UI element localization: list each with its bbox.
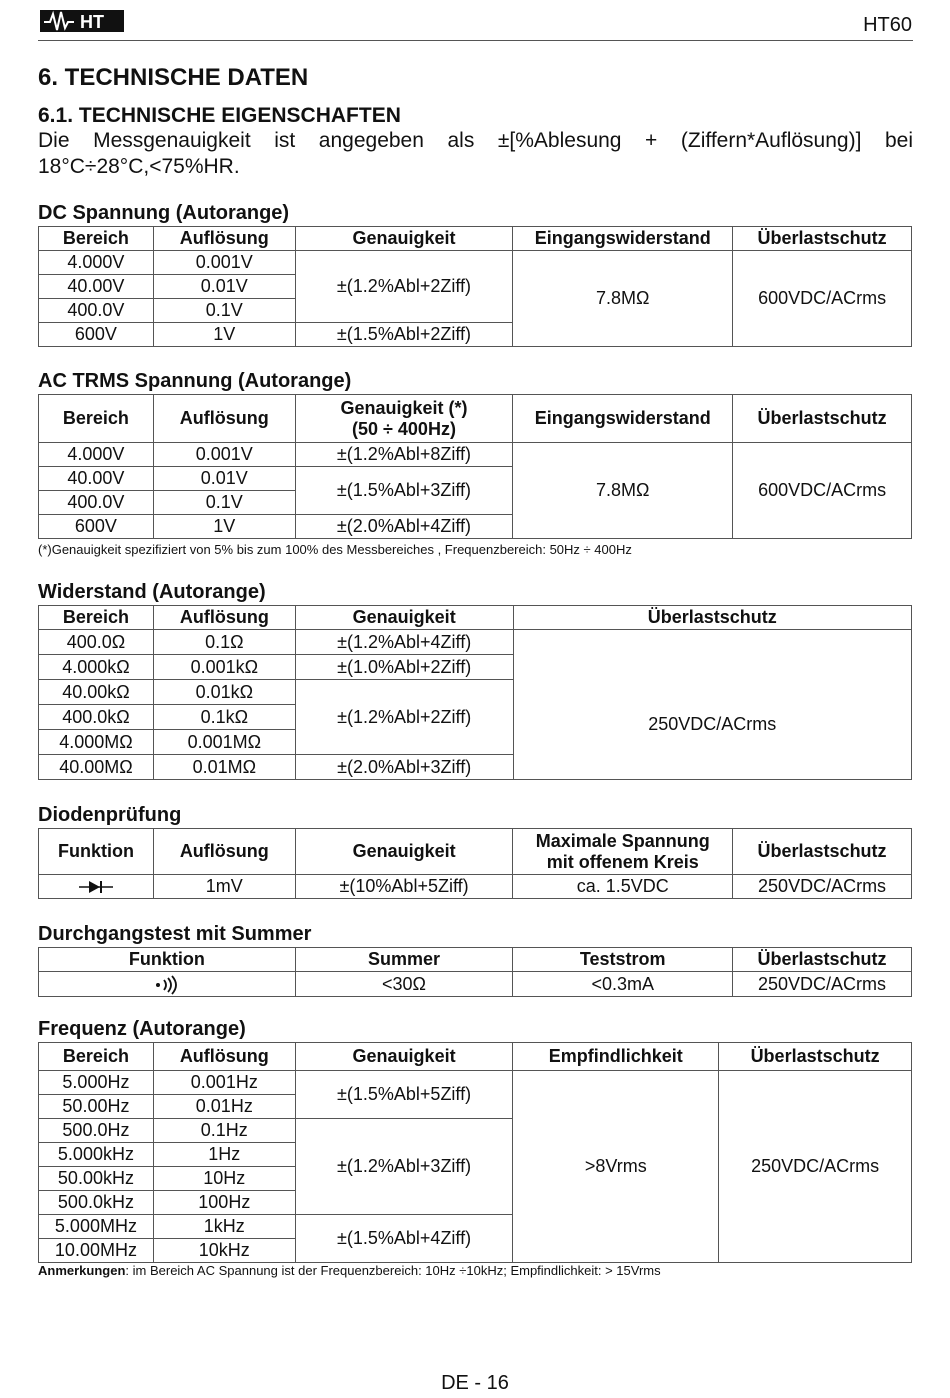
freq-header-range: Bereich bbox=[39, 1043, 154, 1071]
diode-header-function: Funktion bbox=[39, 829, 154, 875]
ac-range: 400.0V bbox=[39, 491, 154, 515]
res-accuracy: ±(1.2%Abl+2Ziff) bbox=[295, 680, 513, 755]
buzzer-icon bbox=[154, 975, 180, 995]
ac-accuracy: ±(2.0%Abl+4Ziff) bbox=[295, 515, 513, 539]
dc-range: 400.0V bbox=[39, 299, 154, 323]
dc-section-title: DC Spannung (Autorange) bbox=[38, 202, 290, 224]
res-range: 4.000MΩ bbox=[39, 730, 154, 755]
res-header-resolution: Auflösung bbox=[153, 606, 295, 630]
diode-max-voltage: ca. 1.5VDC bbox=[513, 875, 733, 899]
freq-section-title: Frequenz (Autorange) bbox=[38, 1018, 246, 1040]
res-resolution: 0.01kΩ bbox=[153, 680, 295, 705]
freq-range: 500.0kHz bbox=[39, 1191, 154, 1215]
section-subtitle: 6.1. TECHNISCHE EIGENSCHAFTEN bbox=[38, 104, 401, 127]
freq-resolution: 10kHz bbox=[153, 1239, 295, 1263]
freq-range: 5.000kHz bbox=[39, 1143, 154, 1167]
dc-range: 600V bbox=[39, 323, 154, 347]
diode-section-title: Diodenprüfung bbox=[38, 804, 182, 826]
freq-note bbox=[38, 1263, 661, 1278]
freq-resolution: 1Hz bbox=[153, 1143, 295, 1167]
freq-range: 5.000Hz bbox=[39, 1071, 154, 1095]
res-header-range: Bereich bbox=[39, 606, 154, 630]
diode-header-resolution: Auflösung bbox=[153, 829, 295, 875]
page-number: DE - 16 bbox=[441, 1372, 509, 1394]
res-section-title: Widerstand (Autorange) bbox=[38, 581, 266, 603]
dc-resolution: 0.1V bbox=[153, 299, 295, 323]
freq-accuracy: ±(1.5%Abl+5Ziff) bbox=[295, 1071, 513, 1119]
ac-range: 600V bbox=[39, 515, 154, 539]
model-name: HT60 bbox=[863, 14, 912, 36]
dc-resolution: 0.001V bbox=[153, 251, 295, 275]
ac-resolution: 0.01V bbox=[153, 467, 295, 491]
ac-resolution: 1V bbox=[153, 515, 295, 539]
res-resolution: 0.1kΩ bbox=[153, 705, 295, 730]
res-range: 40.00MΩ bbox=[39, 755, 154, 780]
freq-resolution: 0.01Hz bbox=[153, 1095, 295, 1119]
dc-header-overload: Überlastschutz bbox=[733, 227, 912, 251]
ac-header-input: Eingangswiderstand bbox=[513, 395, 733, 443]
dc-resolution: 1V bbox=[153, 323, 295, 347]
dc-table bbox=[38, 226, 912, 347]
res-header-accuracy: Genauigkeit bbox=[295, 606, 513, 630]
diode-overload: 250VDC/ACrms bbox=[733, 875, 912, 899]
dc-accuracy: ±(1.5%Abl+2Ziff) bbox=[295, 323, 513, 347]
freq-table bbox=[38, 1042, 912, 1263]
dc-range: 40.00V bbox=[39, 275, 154, 299]
freq-range: 5.000MHz bbox=[39, 1215, 154, 1239]
res-range: 400.0Ω bbox=[39, 630, 154, 655]
dc-header-accuracy: Genauigkeit bbox=[295, 227, 513, 251]
intro-line-2: 18°C÷28°C,<75%HR. bbox=[38, 155, 240, 178]
dc-resolution: 0.01V bbox=[153, 275, 295, 299]
diode-header-accuracy: Genauigkeit bbox=[295, 829, 513, 875]
cont-header-buzzer: Summer bbox=[295, 948, 513, 972]
intro-line-1: Die Messgenauigkeit ist angegeben als ±[%Ablesung + (Ziffern*Auflösung)] bei bbox=[38, 129, 913, 152]
res-resolution: 0.1Ω bbox=[153, 630, 295, 655]
freq-header-overload: Überlastschutz bbox=[719, 1043, 912, 1071]
ac-overload: 600VDC/ACrms bbox=[733, 443, 912, 539]
ac-section-title: AC TRMS Spannung (Autorange) bbox=[38, 370, 352, 392]
freq-overload: 250VDC/ACrms bbox=[719, 1071, 912, 1263]
ac-note: (*)Genauigkeit spezifiziert von 5% bis zum 100% des Messbereiches , Frequenzbereich: 50Hz ÷ 400Hz bbox=[38, 542, 632, 557]
freq-range: 50.00kHz bbox=[39, 1167, 154, 1191]
cont-header-current: Teststrom bbox=[513, 948, 733, 972]
freq-range: 50.00Hz bbox=[39, 1095, 154, 1119]
page-title: 6. TECHNISCHE DATEN bbox=[38, 64, 309, 91]
diode-function bbox=[39, 875, 154, 899]
freq-resolution: 10Hz bbox=[153, 1167, 295, 1191]
freq-note-label: Anmerkungen bbox=[38, 1263, 126, 1278]
diode-table bbox=[38, 828, 912, 899]
ac-accuracy: ±(1.5%Abl+3Ziff) bbox=[295, 467, 513, 515]
diode-header-max-voltage: Maximale Spannung mit offenem Kreis bbox=[513, 829, 733, 875]
res-resolution: 0.001MΩ bbox=[153, 730, 295, 755]
cont-current: <0.3mA bbox=[513, 972, 733, 997]
cont-table bbox=[38, 947, 912, 997]
res-range: 400.0kΩ bbox=[39, 705, 154, 730]
res-header-overload: Überlastschutz bbox=[513, 606, 911, 630]
res-accuracy: ±(1.0%Abl+2Ziff) bbox=[295, 655, 513, 680]
res-range: 4.000kΩ bbox=[39, 655, 154, 680]
cont-function bbox=[39, 972, 296, 997]
res-resolution: 0.01MΩ bbox=[153, 755, 295, 780]
dc-range: 4.000V bbox=[39, 251, 154, 275]
ac-accuracy: ±(1.2%Abl+8Ziff) bbox=[295, 443, 513, 467]
freq-resolution: 100Hz bbox=[153, 1191, 295, 1215]
cont-buzzer: <30Ω bbox=[295, 972, 513, 997]
header-divider bbox=[38, 40, 913, 41]
freq-sensitivity: >8Vrms bbox=[513, 1071, 719, 1263]
dc-header-range: Bereich bbox=[39, 227, 154, 251]
freq-header-accuracy: Genauigkeit bbox=[295, 1043, 513, 1071]
cont-header-function: Funktion bbox=[39, 948, 296, 972]
freq-accuracy: ±(1.2%Abl+3Ziff) bbox=[295, 1119, 513, 1215]
ac-header-resolution: Auflösung bbox=[153, 395, 295, 443]
diode-accuracy: ±(10%Abl+5Ziff) bbox=[295, 875, 513, 899]
res-resolution: 0.001kΩ bbox=[153, 655, 295, 680]
res-table bbox=[38, 605, 912, 780]
intro-text bbox=[38, 128, 913, 180]
freq-resolution: 1kHz bbox=[153, 1215, 295, 1239]
dc-input: 7.8MΩ bbox=[513, 251, 733, 347]
dc-accuracy: ±(1.2%Abl+2Ziff) bbox=[295, 251, 513, 323]
dc-overload: 600VDC/ACrms bbox=[733, 251, 912, 347]
cont-section-title: Durchgangstest mit Summer bbox=[38, 923, 312, 945]
ac-table bbox=[38, 394, 912, 539]
ac-range: 4.000V bbox=[39, 443, 154, 467]
diode-icon bbox=[79, 879, 113, 895]
ac-header-accuracy: Genauigkeit (*) (50 ÷ 400Hz) bbox=[295, 395, 513, 443]
logo-text: HT bbox=[80, 12, 104, 32]
res-accuracy: ±(2.0%Abl+3Ziff) bbox=[295, 755, 513, 780]
ac-header-range: Bereich bbox=[39, 395, 154, 443]
ht-logo bbox=[40, 8, 130, 34]
cont-overload: 250VDC/ACrms bbox=[733, 972, 912, 997]
ac-input: 7.8MΩ bbox=[513, 443, 733, 539]
res-accuracy: ±(1.2%Abl+4Ziff) bbox=[295, 630, 513, 655]
freq-header-resolution: Auflösung bbox=[153, 1043, 295, 1071]
freq-range: 500.0Hz bbox=[39, 1119, 154, 1143]
freq-resolution: 0.1Hz bbox=[153, 1119, 295, 1143]
cont-header-overload: Überlastschutz bbox=[733, 948, 912, 972]
res-overload: 250VDC/ACrms bbox=[513, 630, 911, 780]
res-range: 40.00kΩ bbox=[39, 680, 154, 705]
ac-range: 40.00V bbox=[39, 467, 154, 491]
freq-range: 10.00MHz bbox=[39, 1239, 154, 1263]
freq-header-sensitivity: Empfindlichkeit bbox=[513, 1043, 719, 1071]
diode-header-overload: Überlastschutz bbox=[733, 829, 912, 875]
freq-accuracy: ±(1.5%Abl+4Ziff) bbox=[295, 1215, 513, 1263]
ac-header-overload: Überlastschutz bbox=[733, 395, 912, 443]
dc-header-resolution: Auflösung bbox=[153, 227, 295, 251]
freq-note-text: : im Bereich AC Spannung ist der Frequenzbereich: 10Hz ÷10kHz; Empfindlichkeit: > 15Vrms bbox=[125, 1263, 661, 1278]
ac-resolution: 0.001V bbox=[153, 443, 295, 467]
dc-header-input: Eingangswiderstand bbox=[513, 227, 733, 251]
freq-resolution: 0.001Hz bbox=[153, 1071, 295, 1095]
diode-resolution: 1mV bbox=[153, 875, 295, 899]
ac-resolution: 0.1V bbox=[153, 491, 295, 515]
